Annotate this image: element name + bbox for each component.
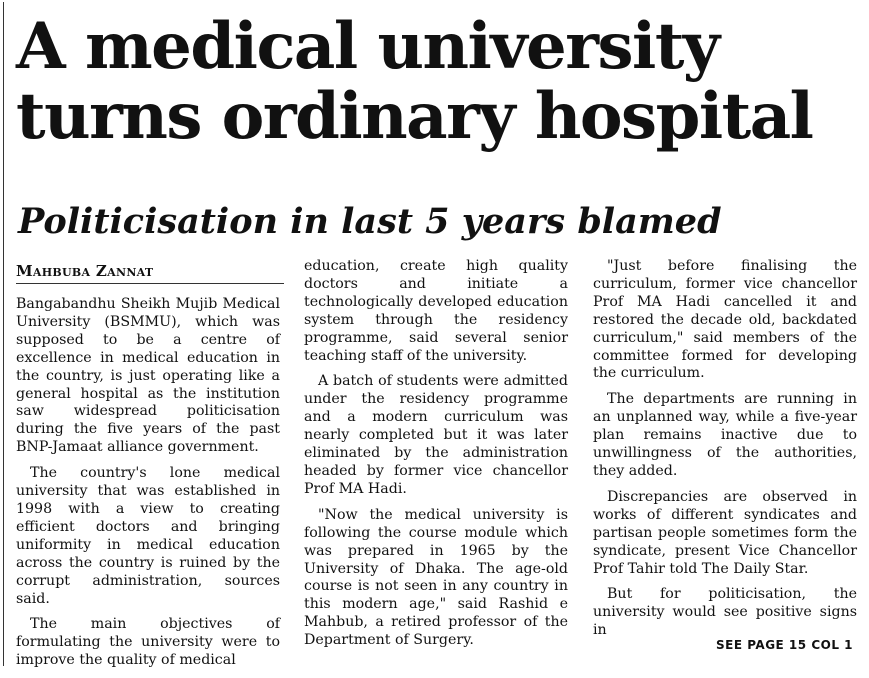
- headline: [16, 9, 866, 154]
- paragraph: education, create high quality doctors and initiate a technologically developed education system through the residency programme, said several senior teaching staff of the university.: [304, 258, 568, 364]
- paragraph: "Just before finalising the curriculum, former vice chancellor Prof MA Hadi cancelled it and restored the decade old, backdated curriculum," said members of the committee formed for developing the curriculum.: [593, 258, 857, 382]
- column-rule: [3, 2, 4, 666]
- article-column-2: [304, 258, 568, 658]
- paragraph: "Now the medical university is following the course module which was prepared in 1965 by the University of Dhaka. The age-old course is not seen in any country in this modern age," said Rashid e Mahbub, a retired professor of the Department of Surgery.: [304, 506, 568, 649]
- subheadline: Politicisation in last 5 years blamed: [18, 201, 722, 242]
- paragraph: But for politicisation, the university would see positive signs in: [593, 586, 857, 639]
- article-column-3: [593, 258, 857, 648]
- paragraph: The departments are running in an unplanned way, while a five-year plan remains inactive due to unwillingness of the authorities, they added.: [593, 391, 857, 479]
- byline-rule: [16, 283, 284, 284]
- paragraph: The main objectives of formulating the university were to improve the quality of medical: [16, 616, 280, 669]
- paragraph: A batch of students were admitted under the residency programme and a modern curriculum was nearly completed but it was later eliminated by the administration headed by former vice chancellor Prof MA Hadi.: [304, 373, 568, 497]
- headline-line-2: turns ordinary hospital: [16, 79, 813, 154]
- jump-line: SEE PAGE 15 COL 1: [716, 638, 853, 652]
- paragraph: Bangabandhu Sheikh Mujib Medical University (BSMMU), which was supposed to be a centre of excellence in medical education in the country, is just operating like a general hospital as the institution saw widespread politicisation during the five years of the past BNP-Jamaat alliance government.: [16, 296, 280, 456]
- paragraph: The country's lone medical university that was established in 1998 with a view to creating efficient doctors and bringing uniformity in medical education across the country is ruined by the corrupt administration, sources said.: [16, 465, 280, 607]
- byline: Mahbuba Zannat: [16, 262, 154, 280]
- article-column-1: [16, 296, 280, 678]
- paragraph: Discrepancies are observed in works of different syndicates and partisan people sometimes form the syndicate, present Vice Chancellor Prof Tahir told The Daily Star.: [593, 488, 857, 577]
- headline-line-1: A medical university: [16, 9, 719, 84]
